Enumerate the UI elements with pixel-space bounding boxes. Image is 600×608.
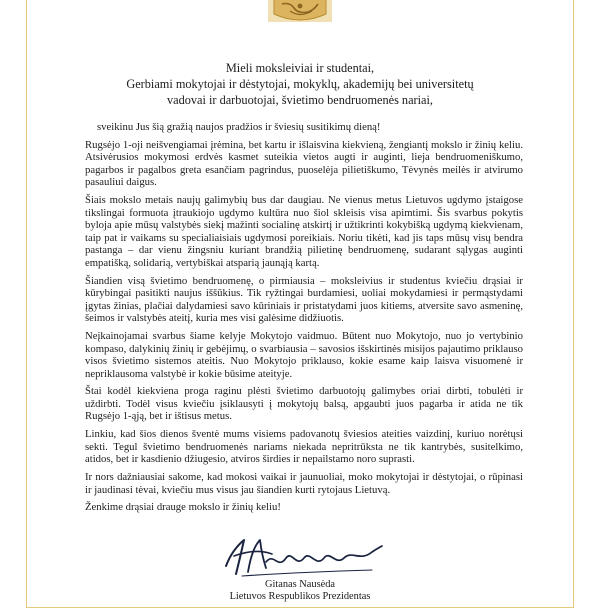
paragraph: Štai kodėl kiekviena proga raginu plėsti švietimo darbuotojų galimybes oriai dirbti, tobulėti ir uždirbti. Todėl visus kviečiu įsiklausyti į mokytojų balsą, apgaubti juos pagarba ir atida ne tik Rugsėjo 1-ąją, bet ir ištisus metus. xyxy=(85,385,523,423)
letter-body xyxy=(85,121,523,519)
greeting-line-1: Mieli moksleiviai ir studentai, xyxy=(225,61,375,75)
paragraph: Šiandien visą švietimo bendruomenę, o pirmiausia – moksleivius ir studentus kviečiu drąsiai ir kūrybingai pasitikti naujus iššūkius. Tik ryžtingai burdamiesi, uoliai mokydamiesi ir permąstydami įgytas žinias, plačiai dalydamiesi savo kūriniais ir pristatydami juos kitiems, atversite savo asmeninę, šeimos ir valstybės ateitį, kuria mes visi galėsime didžiuotis. xyxy=(85,274,523,325)
lithuanian-coat-of-arms-icon xyxy=(268,0,332,22)
signer-title: Lietuvos Respublikos Prezidentas xyxy=(229,591,371,602)
greeting-line-2: Gerbiami mokytojai ir dėstytojai, mokyklų, akademijų bei universitetų xyxy=(126,77,474,91)
paragraph: Šiais mokslo metais naujų galimybių bus dar daugiau. Ne vienus metus Lietuvos ugdymo įstaigose tikslingai formuota įtraukiojo ugdymo kultūra nuo šiol skleisis visa apimtimi. Šis svarbus pokytis byloja apie mūsų valstybės siekį mažinti socialinę atskirtį ir užtikrinti kokybišką ugdymą kiekvienam, taip pat ir vaikams su specialiaisiais ugdymosi poreikiais. Noriu tikėti, kad jis taps mūsų visų bendra pastanga – dar vienu žingsniu kuriant brandžią pilietinę bendruomenę, sudarant sąlygas auginti empatišką, solidarią, vertybiškai atsparią jaunąją kartą. xyxy=(85,194,523,269)
paragraph: Neįkainojamai svarbus šiame kelyje Mokytojo vaidmuo. Būtent nuo Mokytojo, nuo jo vertybinio kompaso, dalykinių žinių ir gebėjimų, o svarbiausia – savosios išskirtinės misijos pajautimo priklauso visos švietimo sistemos ateitis. Nuo Mokytojo priklauso, kokie esame kaip laisva visuomenė ir nepriklausoma valstybė ir kokie būsime ateityje. xyxy=(85,329,523,380)
paragraph: Linkiu, kad šios dienos šventė mums visiems padovanotų šviesios ateities vaizdinį, kuriuo norėtųsi sekti. Tegul švietimo bendruomenės nariams niekada nepritrūksta ne tik kantrybės, susitelkimo, atidos, bet ir kasdienio džiugesio, atviros širdies ir nepailstamo noro suprasti. xyxy=(85,428,523,466)
paragraph: Rugsėjo 1-oji neišvengiamai įrėmina, bet kartu ir išlaisvina kiekvieną, žengiantį mokslo ir žinių keliu. Atsivėrusios mokymosi erdvės kasmet suteikia vietos augti ir auginti, lieja bendruomeniškumo, pagarbos ir pagalbos greta esančiam pagrindus, puoselėja pilietiškumo, Tėvynės meilės ir atvirumo pasauliui daigus. xyxy=(85,138,523,189)
handwritten-signature-icon xyxy=(222,532,384,580)
signer-name: Gitanas Nausėda xyxy=(264,579,336,590)
paragraph-closing: Ženkime drąsiai drauge mokslo ir žinių keliu! xyxy=(85,501,281,514)
paragraph: Ir nors dažniausiai sakome, kad mokosi vaikai ir jaunuoliai, moko mokytojai ir dėstytojai, o rūpinasi ir jaudinasi tėvai, kviečiu mus visus jau šiandien kurti rytojaus Lietuvą. xyxy=(85,470,523,496)
paragraph-salutation: sveikinu Jus šią gražią naujos pradžios ir šviesių susitikimų dieną! xyxy=(97,121,381,133)
greeting-line-3: vadovai ir darbuotojai, švietimo bendruomenės nariai, xyxy=(166,93,434,107)
